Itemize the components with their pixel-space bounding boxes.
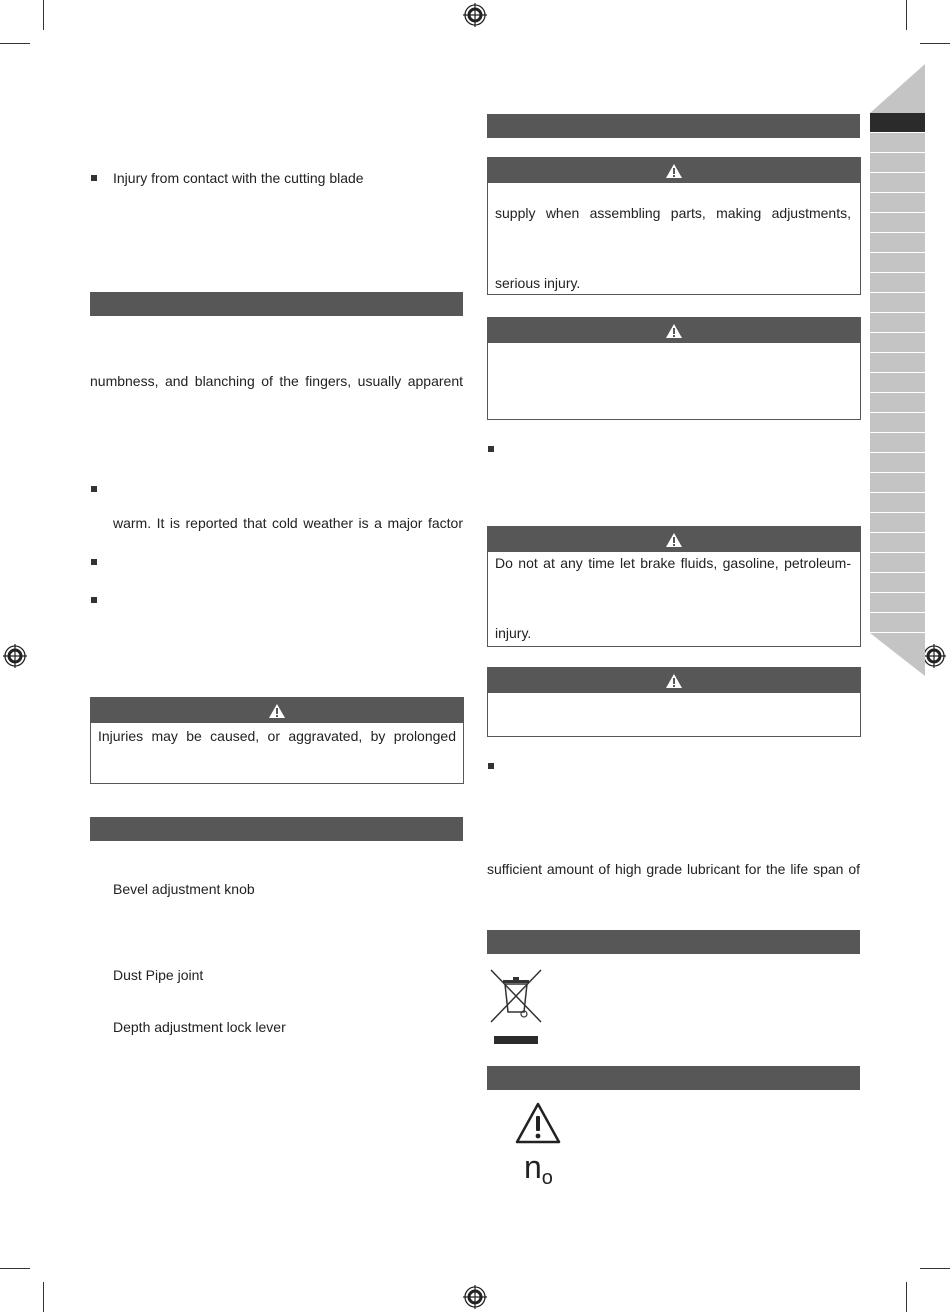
part-dust-pipe-joint: Dust Pipe joint xyxy=(113,967,204,983)
tab-strip-bottom-triangle xyxy=(870,633,925,676)
language-tab[interactable] xyxy=(870,333,925,353)
language-tab[interactable] xyxy=(870,473,925,493)
section-header-bar xyxy=(487,930,860,954)
language-tab[interactable] xyxy=(870,133,925,153)
crossed-out-wheelie-bin-icon xyxy=(489,968,545,1048)
section-header-bar xyxy=(487,114,860,138)
warning-header xyxy=(488,318,860,343)
warning-box-prolonged-use xyxy=(90,697,464,784)
warning-text: Injuries may be caused, or aggravated, by prolonged xyxy=(98,728,456,744)
bullet-item-cutting-blade: Injury from contact with the cutting blade xyxy=(113,170,364,186)
language-tab[interactable] xyxy=(870,353,925,373)
language-tab[interactable] xyxy=(870,173,925,193)
warning-text-line: supply when assembling parts, making adjustments, xyxy=(495,205,851,221)
warning-header xyxy=(91,698,463,723)
warning-header xyxy=(488,527,860,552)
registration-mark-icon xyxy=(3,644,27,668)
registration-mark-icon xyxy=(463,3,487,27)
language-tab-active[interactable] xyxy=(870,113,925,133)
bullet-marker xyxy=(91,559,97,565)
language-tab[interactable] xyxy=(870,593,925,613)
warning-triangle-icon xyxy=(665,673,683,689)
warning-box-brake-fluids xyxy=(487,526,861,647)
registration-mark-icon xyxy=(922,644,946,668)
language-tab[interactable] xyxy=(870,213,925,233)
language-tab[interactable] xyxy=(870,453,925,473)
language-tab[interactable] xyxy=(870,533,925,553)
language-tab[interactable] xyxy=(870,273,925,293)
language-tab[interactable] xyxy=(870,393,925,413)
section-header-bar xyxy=(487,1066,860,1090)
language-tab[interactable] xyxy=(870,313,925,333)
symbol-letter: n xyxy=(524,1149,542,1185)
warning-triangle-icon xyxy=(665,323,683,339)
part-bevel-adjustment-knob: Bevel adjustment knob xyxy=(113,881,255,897)
language-tab[interactable] xyxy=(870,553,925,573)
warning-header xyxy=(488,668,860,693)
crop-mark xyxy=(920,43,950,44)
bullet-marker xyxy=(91,597,97,603)
part-depth-adjustment-lock-lever: Depth adjustment lock lever xyxy=(113,1019,286,1035)
vibration-text-line: numbness, and blanching of the fingers, usually apparent xyxy=(90,373,463,389)
crop-mark xyxy=(906,1282,907,1312)
language-tab-strip xyxy=(870,113,925,633)
crop-mark xyxy=(920,1268,950,1269)
bullet-marker xyxy=(91,175,97,181)
bullet-marker xyxy=(91,486,97,492)
language-tab[interactable] xyxy=(870,233,925,253)
lubricant-text-line: sufficient amount of high grade lubricant for the life span of xyxy=(487,861,860,877)
bullet-marker xyxy=(488,446,494,452)
language-tab[interactable] xyxy=(870,513,925,533)
language-tab[interactable] xyxy=(870,613,925,633)
section-header-bar xyxy=(90,292,463,316)
warning-text-line: Do not at any time let brake fluids, gasoline, petroleum- xyxy=(495,555,851,571)
warning-triangle-icon xyxy=(665,532,683,548)
language-tab[interactable] xyxy=(870,153,925,173)
language-tab[interactable] xyxy=(870,253,925,273)
language-tab[interactable] xyxy=(870,193,925,213)
warning-triangle-icon xyxy=(268,703,286,719)
bullet-marker xyxy=(488,763,494,769)
warning-box xyxy=(487,317,861,420)
warning-triangle-icon xyxy=(515,1102,561,1144)
warning-header xyxy=(488,158,860,183)
symbol-subscript: o xyxy=(541,1167,553,1189)
crop-mark xyxy=(43,1282,44,1312)
warning-triangle-icon xyxy=(665,163,683,179)
language-tab[interactable] xyxy=(870,413,925,433)
tab-strip-top-triangle xyxy=(870,64,925,113)
section-header-bar xyxy=(90,817,463,841)
language-tab[interactable] xyxy=(870,433,925,453)
crop-mark xyxy=(906,0,907,30)
crop-mark xyxy=(43,0,44,30)
symbol-no-load-speed xyxy=(524,1150,564,1190)
language-tab[interactable] xyxy=(870,573,925,593)
warning-text-line: injury. xyxy=(495,625,532,641)
warning-text-line: serious injury. xyxy=(495,275,581,291)
language-tab[interactable] xyxy=(870,293,925,313)
crop-mark xyxy=(0,43,30,44)
language-tab[interactable] xyxy=(870,373,925,393)
warning-box xyxy=(487,667,861,737)
crop-mark xyxy=(0,1268,30,1269)
cold-weather-text-line: warm. It is reported that cold weather is a major factor xyxy=(113,515,463,531)
warning-box-power-supply xyxy=(487,157,861,295)
language-tab[interactable] xyxy=(870,493,925,513)
registration-mark-icon xyxy=(463,1285,487,1309)
